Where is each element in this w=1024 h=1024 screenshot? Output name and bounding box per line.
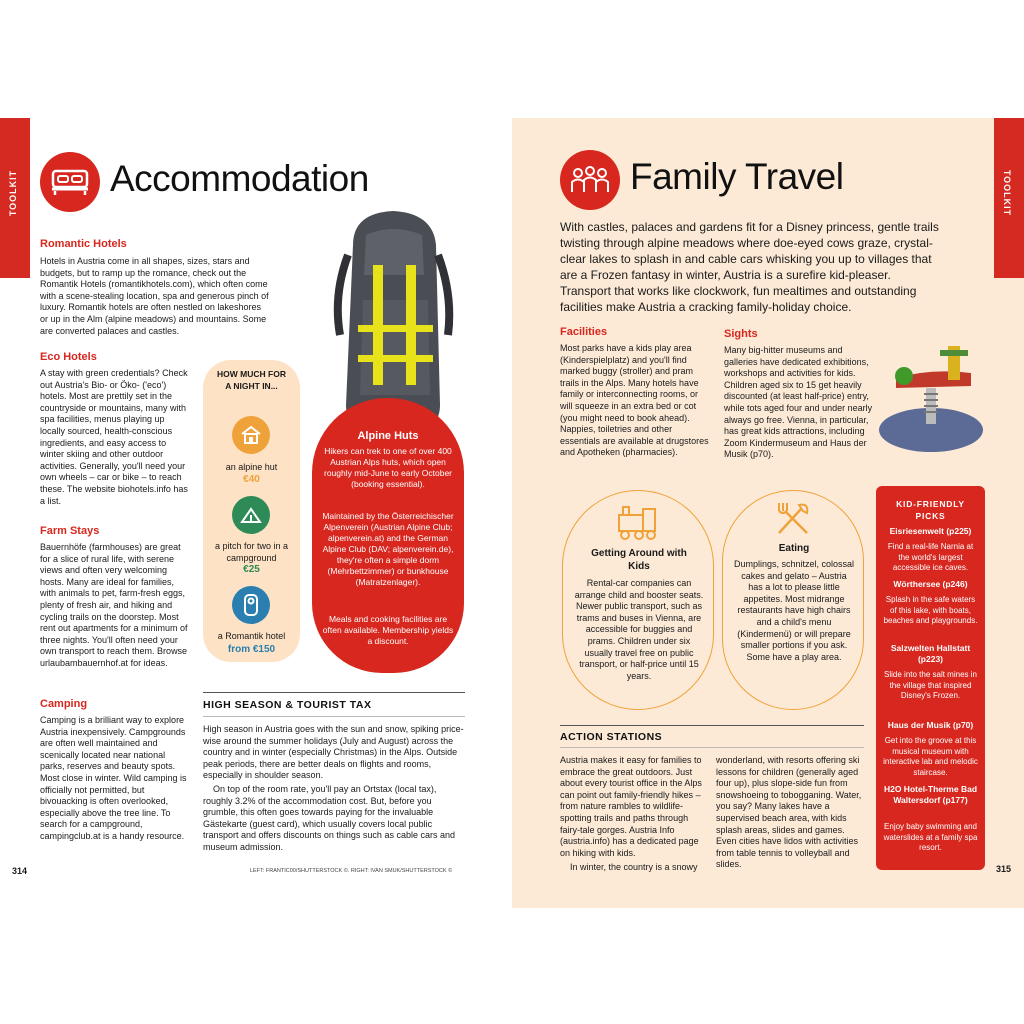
sights-heading: Sights xyxy=(724,328,758,340)
section-text: Bauernhöfe (farmhouses) are great for a slice of rural life, with serene views and often very welcoming hosts. Many are ideal for families, with animals to pet, farm-fresh eggs, plenty of fresh air, and hiking and cycling trails on the doorstep. Most rent out apartments for a minimum of three nights. You'll often need your own transport to reach them. Browse urlaubambauernhof.at for ideas. xyxy=(40,542,188,668)
section-text: A stay with green credentials? Check out Austria's Bio- or Öko- ('eco') hotels. Most are prettily set in the countryside or mountains, many with spa facilities, menus playing up locally sourced, health-conscious ingredients, and easy access to winter skiing and other outdoor activities. Generally, you'll need your own wheels – car or bike – to reach these. The website biohotels.info has a list. xyxy=(40,368,188,506)
price-item-label: an alpine hut xyxy=(225,462,278,472)
action-text: Austria makes it easy for families to embrace the great outdoors. Just about every tourist office in the Alps can point out family-friendly hikes – from nature rambles to wildlife-spotting trails and paths through fairy-tale gorges. Austria Info (austria.info) has a dedicated page on hiking with kids. xyxy=(560,755,702,858)
photo-credit: LEFT: FRANTIC00/SHUTTERSTOCK ©. RIGHT: IVAN SMUK/SHUTTERSTOCK © xyxy=(250,868,453,874)
house-icon xyxy=(232,416,270,454)
kid-picks-title: KID-FRIENDLY PICKS xyxy=(896,499,965,521)
price-item-label: a pitch for two in a campground xyxy=(214,541,289,563)
divider xyxy=(203,692,465,693)
price-item-value: €25 xyxy=(243,564,260,575)
eating-text: Dumplings, schnitzel, colossal cakes and gelato – Austria has a lot to please little appetites. Most midrange restaurants have high chairs and a child's menu (Kindermenü) or will prepare smaller portions if you ask. Some have a play area. xyxy=(733,559,855,662)
toolkit-tab-right xyxy=(994,118,1024,278)
toolkit-tab-label: TOOLKIT xyxy=(8,169,19,217)
price-box-title: HOW MUCH FOR A NIGHT IN... xyxy=(217,369,286,391)
alpine-huts-title: Alpine Huts xyxy=(357,430,419,442)
action-text: wonderland, with resorts offering ski lessons for children (generally aged four up), plus slope-side fun from snowshoeing to tobogganing. Water, you say? Many lakes have a supervised beach area, with kids splash areas, slides and games. Even cities have lidos with activities from table tennis to volleyball and slides. xyxy=(716,755,862,870)
price-item-label: a Romantik hotel xyxy=(217,631,286,641)
kid-pick-desc: Slide into the salt mines in the village that inspired Disney's Frozen. xyxy=(884,670,977,700)
section-heading: Romantic Hotels xyxy=(40,238,127,250)
section-heading: Camping xyxy=(40,698,88,710)
action-text: In winter, the country is a snowy xyxy=(570,862,698,872)
kid-pick-desc: Get into the groove at this musical museum with interactive lab and melodic staircase. xyxy=(883,736,978,777)
eating-oval xyxy=(722,490,864,710)
toolkit-tab-label: TOOLKIT xyxy=(1002,169,1013,217)
getting-around-heading: Getting Around with Kids xyxy=(591,548,687,572)
eating-heading: Eating xyxy=(778,543,810,554)
spring-rider-photo xyxy=(876,338,986,456)
section-text: Camping is a brilliant way to explore Austria inexpensively. Campgrounds are often well maintained and scenically located near national parks, reserves and beauty spots. Most close in winter. Wild camping is officially not permitted, but bivouacking is often overlooked, especially above the tree line. To search for a campground, campingclub.at is a handy resource. xyxy=(40,715,187,841)
facilities-heading: Facilities xyxy=(560,326,608,338)
kid-pick-name: Haus der Musik (p70) xyxy=(887,720,974,730)
alpine-huts-box xyxy=(312,398,464,673)
kid-pick-desc: Splash in the safe waters of this lake, with boats, beaches and playgrounds. xyxy=(883,595,978,625)
sights-text: Many big-hitter museums and galleries have dedicated exhibitions, workshops and activities for kids. Children aged six to 15 get heavily discounted (at least half-price) entry, while tots aged four and under nearly always go free. Vienna, in particular, has great kids attractions, including Zoom Kindermuseum and Haus der Musik (p70). xyxy=(724,345,873,460)
alpine-huts-text: Maintained by the Österreichischer Alpenverein (Austrian Alpine Club; alpenverein.at) and the German Alpine Club (DAV; alpenverein.de), they're often a simple dorm (Mehrbettzimmer) or bunkhouse (Matratzenlager). xyxy=(322,511,454,587)
alpine-huts-text: Hikers can trek to one of over 400 Austrian Alps huts, which open roughly mid-June to early October (booking essential). xyxy=(323,446,453,489)
kid-picks-box xyxy=(876,486,985,870)
divider xyxy=(560,747,864,748)
door-hanger-icon xyxy=(232,586,270,624)
getting-around-text: Rental-car companies can arrange child and booster seats. Newer public transport, such as trams and buses in Vienna, are accessible for buggies and prams. Children under six usually travel free on public transport, or half-price until 15 years. xyxy=(574,578,704,681)
train-icon xyxy=(615,505,659,546)
page-title: Accommodation xyxy=(110,158,369,199)
intro-text: With castles, palaces and gardens fit for a Disney princess, gentle trails twisting through alpine meadows where doe-eyed cows graze, crystal-clear lakes to splash in and cable cars whisking you up to villages that are a Frozen fantasy in winter, Austria is a surefire kid-pleaser. Transport that works like clockwork, fun mealtimes and outstanding facilities make Austria a cracking family-holiday choice. xyxy=(560,220,939,314)
page-title: Family Travel xyxy=(630,156,844,197)
section-heading: Farm Stays xyxy=(40,525,100,537)
divider xyxy=(203,716,465,717)
getting-around-oval xyxy=(562,490,714,710)
cutlery-icon xyxy=(773,499,813,544)
section-romantic xyxy=(40,238,200,250)
price-item-value: from €150 xyxy=(227,644,276,655)
kid-pick-name: Eisriesenwelt (p225) xyxy=(889,526,972,536)
family-icon xyxy=(560,150,620,210)
tax-text: High season in Austria goes with the sun and snow, spiking price-wise around the summer holidays (July and August) across the country and in winter (especially Christmas) in the Alps. Outside peak periods, there are better deals on flights and rooms, especially in shoulder season. xyxy=(203,724,464,781)
kid-pick-name: H2O Hotel-Therme Bad Waltersdorf (p177) xyxy=(883,784,978,805)
page-number: 315 xyxy=(996,864,1012,874)
bed-icon xyxy=(40,152,100,212)
tent-icon xyxy=(232,496,270,534)
price-box xyxy=(203,360,300,662)
tax-text: On top of the room rate, you'll pay an Ortstax (local tax), roughly 3.2% of the accommodation cost. But, before you grumble, this often goes towards paying for the invaluable Gästekarte (guest card), which usually covers local public transport and offers discounts on things such as cable cars and museum admission. xyxy=(203,784,455,852)
section-heading: Eco Hotels xyxy=(40,351,97,363)
toolkit-tab-left xyxy=(0,118,30,278)
kid-pick-name: Salzwelten Hallstatt (p223) xyxy=(890,643,971,664)
tax-heading: HIGH SEASON & TOURIST TAX xyxy=(203,699,372,711)
section-text: Hotels in Austria come in all shapes, sizes, stars and budgets, but to ramp up the romance, check out the Romantik Hotels (romantikhotels.com), which often come with a scene-stealing location, spa and generous pinch of luxury. Romantik hotels are often nestled on lakeshores or up in the Alm (alpine meadows) and mountains. Some are converted palaces and castles. xyxy=(40,256,269,336)
page-number: 314 xyxy=(12,866,28,876)
action-heading: ACTION STATIONS xyxy=(560,731,663,743)
facilities-text: Most parks have a kids play area (Kinderspielplatz) and you'll find marked buggy (stroller) and pram trails in the Alps. Many hotels have family or interconnecting rooms, or will squeeze in an extra bed or cot (you might need to book ahead). Nappies, toiletries and other essentials are available at drugstores and Apotheken (pharmacies). xyxy=(560,343,709,458)
price-item-value: €40 xyxy=(243,474,260,485)
alpine-huts-text: Meals and cooking facilities are often available. Membership yields a discount. xyxy=(322,614,454,646)
kid-pick-desc: Find a real-life Narnia at the world's largest accessible ice caves. xyxy=(887,542,974,572)
kid-pick-desc: Enjoy baby swimming and waterslides at a family spa resort. xyxy=(883,822,978,852)
kid-pick-name: Wörthersee (p246) xyxy=(893,579,968,589)
divider xyxy=(560,725,864,726)
